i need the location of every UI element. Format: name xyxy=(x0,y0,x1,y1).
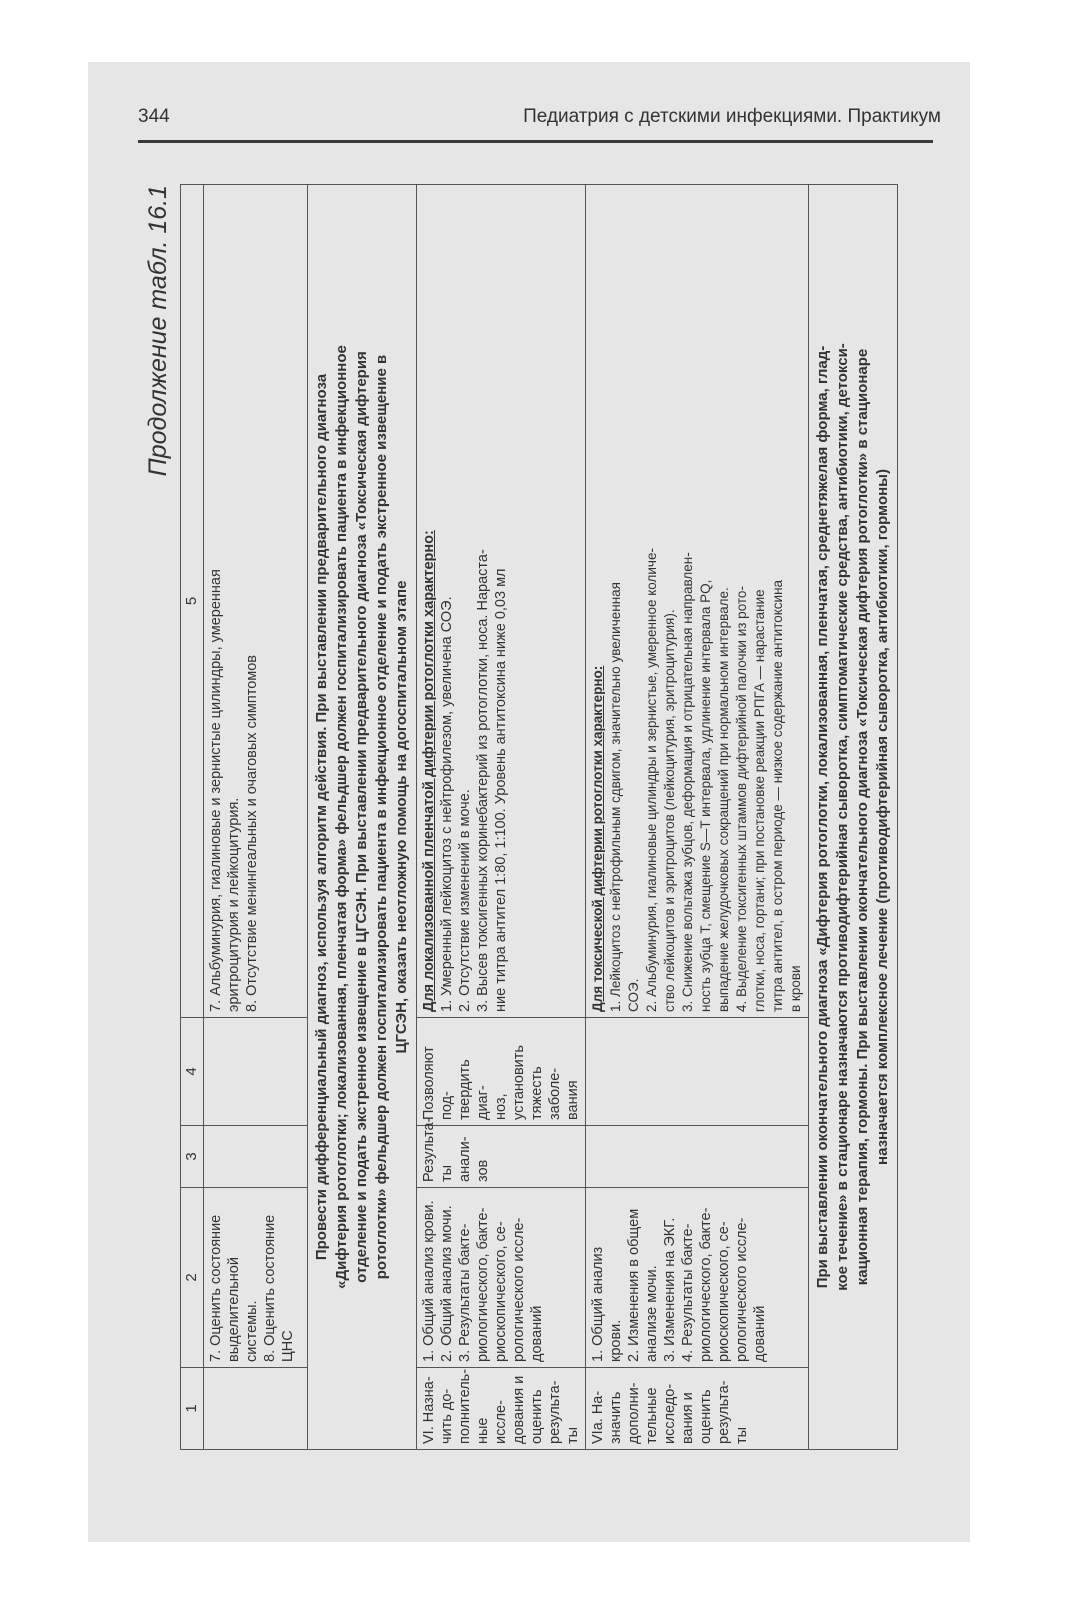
cell-line: риологического, бакте- xyxy=(698,1207,714,1362)
table-cell xyxy=(417,1368,586,1450)
table-row xyxy=(308,185,417,1450)
cell-line: VI. Назна- xyxy=(421,1376,437,1444)
note-line: назначается комплексное лечение (противодифтерийная сыворотка, антибиотики, гормоны) xyxy=(874,469,891,1165)
cell-line: ные иссле- xyxy=(475,1400,509,1444)
table-cell xyxy=(417,1117,586,1188)
cell-line: ноз, установить xyxy=(493,1045,527,1120)
table-caption: Продолжение табл. 16.1 xyxy=(144,185,172,477)
cell-line: глотки, носа, гортани; при постановке реакции РПГА — нарастание xyxy=(752,589,767,1012)
cell-line: СОЭ. xyxy=(626,978,641,1012)
note-line: ротоглотки» фельдшер должен госпитализировать пациента в инфекционное отделение и подать экстренное извещение в xyxy=(373,354,390,1280)
col-number: 2 xyxy=(181,1188,204,1368)
cell-line: 7. Альбуминурия, гиалиновые и зернистые цилиндры, умеренная xyxy=(208,569,224,1012)
cell-line: вания xyxy=(565,1080,581,1120)
cell-line: тельные xyxy=(644,1387,660,1444)
col-number: 4 xyxy=(181,1018,204,1126)
algorithm-note xyxy=(308,185,417,1450)
cell-line: 1. Общий анализ крови. xyxy=(421,1200,437,1362)
cell-line: 4. Выделение токсигенных штаммов дифтерийной палочки из рото- xyxy=(734,586,749,1012)
cell-line: твердить диаг- xyxy=(457,1059,491,1120)
cell-line: риоскопического, се- xyxy=(493,1221,509,1362)
cell-line: Позволяют под- xyxy=(421,1046,455,1120)
cell-line: риологического, бакте- xyxy=(475,1207,491,1362)
cell-line: VIa. На- xyxy=(590,1390,606,1444)
table-cell xyxy=(586,1188,809,1368)
cell-line: 8. Оценить состояние xyxy=(262,1214,278,1362)
cell-line: риоскопического, се- xyxy=(716,1221,732,1362)
cell-line: выпадение желудочковых сокращений при нормальном интервале. xyxy=(716,587,731,1012)
cell-line: в крови xyxy=(788,965,803,1012)
cell-line: вания и xyxy=(680,1392,696,1444)
cell-line: результа- xyxy=(547,1380,563,1444)
cell-line: результа- xyxy=(716,1380,732,1444)
table-row xyxy=(809,185,898,1450)
table-cell xyxy=(204,1368,308,1450)
running-title: Педиатрия с детскими инфекциями. Практикум xyxy=(523,106,941,127)
table-cell xyxy=(204,1126,308,1188)
table-cell xyxy=(417,1018,586,1126)
diagnostic-table xyxy=(180,184,898,1450)
header-rule xyxy=(138,140,933,143)
cell-line: титра антител, в остром периоде — низкое содержание антитоксина xyxy=(770,579,785,1012)
cell-line: ность зубца Т, смещение S—T интервала, удлинение интервала PQ, xyxy=(698,579,713,1012)
cell-line: 1. Умеренный лейкоцитоз с нейтрофилезом, увеличена СОЭ. xyxy=(439,596,455,1012)
table-row xyxy=(204,185,308,1450)
cell-line: Результа- xyxy=(421,1117,437,1182)
col-number: 1 xyxy=(181,1368,204,1450)
cell-line: 3. Результаты бакте- xyxy=(457,1223,473,1362)
cell-line: ты анали- xyxy=(439,1136,473,1182)
note-line: отделение и подать экстренное извещение в ЦГСЭН. При выставлении предварительного диагноза «Токсическая дифтерия xyxy=(353,351,370,1283)
cell-line: 2. Альбуминурия, гиалиновые цилиндры и зернистые, умеренное количе- xyxy=(644,548,659,1012)
cell-line: рологического иссле- xyxy=(734,1217,750,1362)
cell-line: ство лейкоцитов и эритроцитов (лейкоцитурия, эритроцитурия). xyxy=(662,609,677,1012)
cell-line: дополни- xyxy=(626,1382,642,1444)
note-line: «Дифтерия ротоглотки; локализованная, пленчатая форма» фельдшер должен госпитализировать пациента в инфекционное xyxy=(333,345,350,1289)
note-line: кое течение» в стационаре назначаются противодифтерийная сыворотка, симптоматические средства, антибиотики, детокси- xyxy=(834,343,851,1291)
cell-line: 1. Общий анализ xyxy=(590,1246,606,1362)
cell-line: полнитель- xyxy=(457,1368,473,1444)
table-row xyxy=(417,185,586,1450)
final-diagnosis-note xyxy=(809,185,898,1450)
cell-line: эритроцитурия и лейкоцитурия. xyxy=(226,797,242,1012)
note-line: При выставлении окончательного диагноза «Дифтерия ротоглотки, локализованная, пленчатая, среднетяжелая форма, глад- xyxy=(814,345,831,1289)
table-cell xyxy=(586,1126,809,1188)
table-row xyxy=(586,185,809,1450)
cell-line: дования и xyxy=(511,1375,527,1444)
cell-line: ты xyxy=(565,1426,581,1444)
cell-line: 1. Лейкоцитоз с нейтрофильным сдвигом, значительно увеличенная xyxy=(608,582,623,1012)
cell-line: тяжесть заболе- xyxy=(529,1066,563,1120)
table-cell xyxy=(586,1018,809,1126)
cell-line: 2. Отсутствие изменений в моче. xyxy=(457,789,473,1012)
table-cell xyxy=(586,1368,809,1450)
cell-line: системы. xyxy=(244,1300,260,1362)
cell-line: 2. Изменения в общем xyxy=(626,1208,642,1362)
cell-line: дований xyxy=(529,1305,545,1362)
cell-line: анализе мочи. xyxy=(644,1265,660,1362)
note-line: ЦГСЭН, оказать неотложную помощь на догоспитальном этапе xyxy=(393,580,410,1054)
table-cell xyxy=(417,185,586,1018)
cell-line: 2. Общий анализ мочи. xyxy=(439,1205,455,1362)
cell-line: 8. Отсутствие менингеальных и очаговых симптомов xyxy=(244,655,260,1012)
cell-line: оценить xyxy=(698,1389,714,1444)
cell-line: исследо- xyxy=(662,1383,678,1444)
table-cell xyxy=(204,185,308,1018)
cell-line: ты xyxy=(734,1426,750,1444)
cell-line: рологического иссле- xyxy=(511,1217,527,1362)
cell-line: оценить xyxy=(529,1389,545,1444)
note-line: кационная терапия, гормоны. При выставлении окончательного диагноза «Токсическая дифтерия ротоглотки» в стационаре xyxy=(854,348,871,1286)
cell-line: дований xyxy=(752,1305,768,1362)
cell-line: выделительной xyxy=(226,1257,242,1362)
cell-lead: Для локализованной пленчатой дифтерии ротоглотки характерно: xyxy=(421,530,437,1012)
col-number: 3 xyxy=(181,1126,204,1188)
cell-line: ние титра антител 1:80, 1:100. Уровень антитоксина ниже 0,03 мл xyxy=(493,568,509,1012)
col-number: 5 xyxy=(181,185,204,1018)
cell-line: значить xyxy=(608,1391,624,1444)
table-cell xyxy=(204,1188,308,1368)
cell-line: зов xyxy=(475,1159,491,1182)
cell-line: крови. xyxy=(608,1319,624,1362)
table-cell xyxy=(204,1018,308,1126)
note-line: Провести дифференциальный диагноз, используя алгоритм действия. При выставлении предварительного диагноза xyxy=(313,373,330,1261)
cell-lead: Для токсической дифтерии ротоглотки характерно: xyxy=(590,665,605,1012)
cell-line: 3. Изменения на ЭКГ. xyxy=(662,1217,678,1362)
page-number: 344 xyxy=(138,106,170,127)
rotated-table-area xyxy=(140,185,930,1450)
column-number-row xyxy=(181,185,204,1450)
cell-line: 4. Результаты бакте- xyxy=(680,1223,696,1362)
cell-line: чить до- xyxy=(439,1388,455,1444)
table-cell xyxy=(417,1188,586,1368)
cell-line: 7. Оценить состояние xyxy=(208,1214,224,1362)
cell-line: ЦНС xyxy=(280,1330,296,1362)
table-cell xyxy=(586,185,809,1018)
cell-line: 3. Снижение вольтажа зубцов, деформация и отрицательная направлен- xyxy=(680,552,695,1012)
cell-line: 3. Высев токсигенных коринебактерий из ротоглотки, носа. Нараста- xyxy=(475,549,491,1012)
